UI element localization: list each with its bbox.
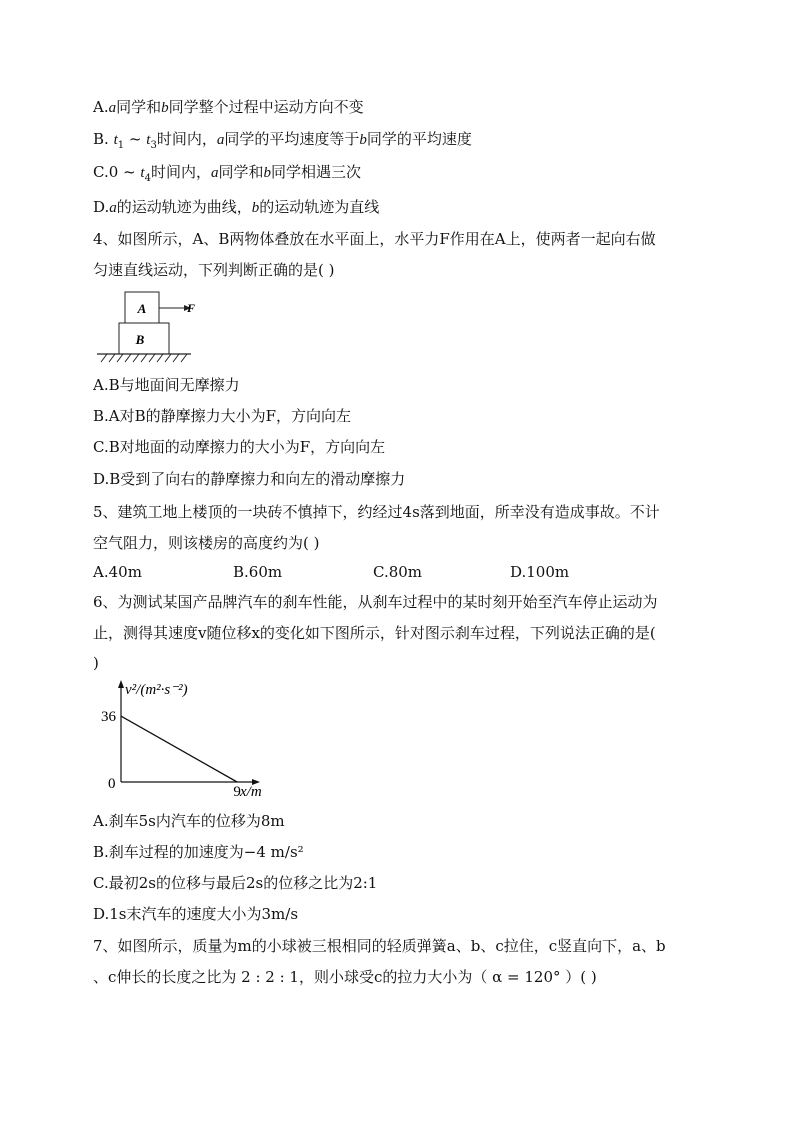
q5-options bbox=[93, 563, 713, 583]
series-line bbox=[121, 716, 237, 782]
q6-option-d: D.1s末汽车的速度大小为3m/s bbox=[93, 905, 299, 923]
q6-stem-line2: 止，测得其速度v随位移x的变化如下图所示，针对图示刹车过程，下列说法正确的是( bbox=[93, 624, 656, 642]
y-axis-arrow bbox=[118, 680, 124, 688]
q3-option-a: A.a同学和b同学整个过程中运动方向不变 bbox=[93, 98, 364, 116]
q5-option-d: D.100m bbox=[510, 563, 570, 581]
q5-option-b: B.60m bbox=[233, 563, 283, 581]
q7-stem-line2: 、c伸长的长度之比为 2 : 2 : 1，则小球受c的拉力大小为（ α = 120° ）( ) bbox=[93, 968, 597, 986]
v2-x-chart bbox=[100, 676, 290, 801]
origin-label: 0 bbox=[108, 776, 116, 792]
q4-option-b: B.A对B的静摩擦力大小为F，方向向左 bbox=[93, 407, 352, 425]
q6-stem-line3: ) bbox=[93, 654, 99, 672]
q3-option-c: C.0 ~ $t_4$时间内，a同学和b同学相遇三次 bbox=[93, 163, 361, 184]
q6-option-a: A.刹车5s内汽车的位移为8m bbox=[93, 812, 285, 830]
label-f: F bbox=[187, 301, 196, 315]
q6-option-c: C.最初2s的位移与最后2s的位移之比为2:1 bbox=[93, 874, 378, 892]
q4-option-a: A.B与地面间无摩擦力 bbox=[93, 376, 240, 394]
q4-option-c: C.B对地面的动摩擦力的大小为F，方向向左 bbox=[93, 438, 386, 456]
q4-stem-line2: 匀速直线运动，下列判断正确的是( ) bbox=[93, 261, 335, 279]
q5-stem-line1: 5、建筑工地上楼顶的一块砖不慎掉下，约经过4s落到地面，所幸没有造成事故。不计 bbox=[93, 503, 660, 521]
q3-option-d: D.a的运动轨迹为曲线，b的运动轨迹为直线 bbox=[93, 198, 380, 216]
q5-stem-line2: 空气阻力，则该楼房的高度约为( ) bbox=[93, 534, 320, 552]
q7-stem-line1: 7、如图所示，质量为m的小球被三根相同的轻质弹簧a、b、c拉住，c竖直向下，a、b bbox=[93, 937, 666, 955]
q4-stem-line1: 4、如图所示，A、B两物体叠放在水平面上，水平力F作用在A上，使两者一起向右做 bbox=[93, 230, 656, 248]
q5-option-a: A.40m bbox=[93, 563, 142, 581]
q3-option-b: B. $t_1$ ~ $t_3$时间内，a同学的平均速度等于b同学的平均速度 bbox=[93, 130, 472, 151]
q4-block-figure bbox=[95, 290, 210, 370]
label-a: A bbox=[137, 301, 147, 316]
x-tick-label: 9 bbox=[233, 784, 241, 800]
q6-option-b: B.刹车过程的加速度为−4 m/s² bbox=[93, 843, 304, 861]
ground-hatch bbox=[101, 354, 187, 362]
q6-stem-line1: 6、为测试某国产品牌汽车的刹车性能，从刹车过程中的某时刻开始至汽车停止运动为 bbox=[93, 593, 658, 611]
q5-option-c: C.80m bbox=[373, 563, 423, 581]
q4-option-d: D.B受到了向右的静摩擦力和向左的滑动摩擦力 bbox=[93, 470, 406, 488]
x-axis-label: x/m bbox=[240, 784, 262, 800]
label-b: B bbox=[135, 332, 145, 347]
y-axis-label: v²/(m²·s⁻²) bbox=[125, 682, 188, 698]
y-tick-label: 36 bbox=[101, 709, 116, 726]
